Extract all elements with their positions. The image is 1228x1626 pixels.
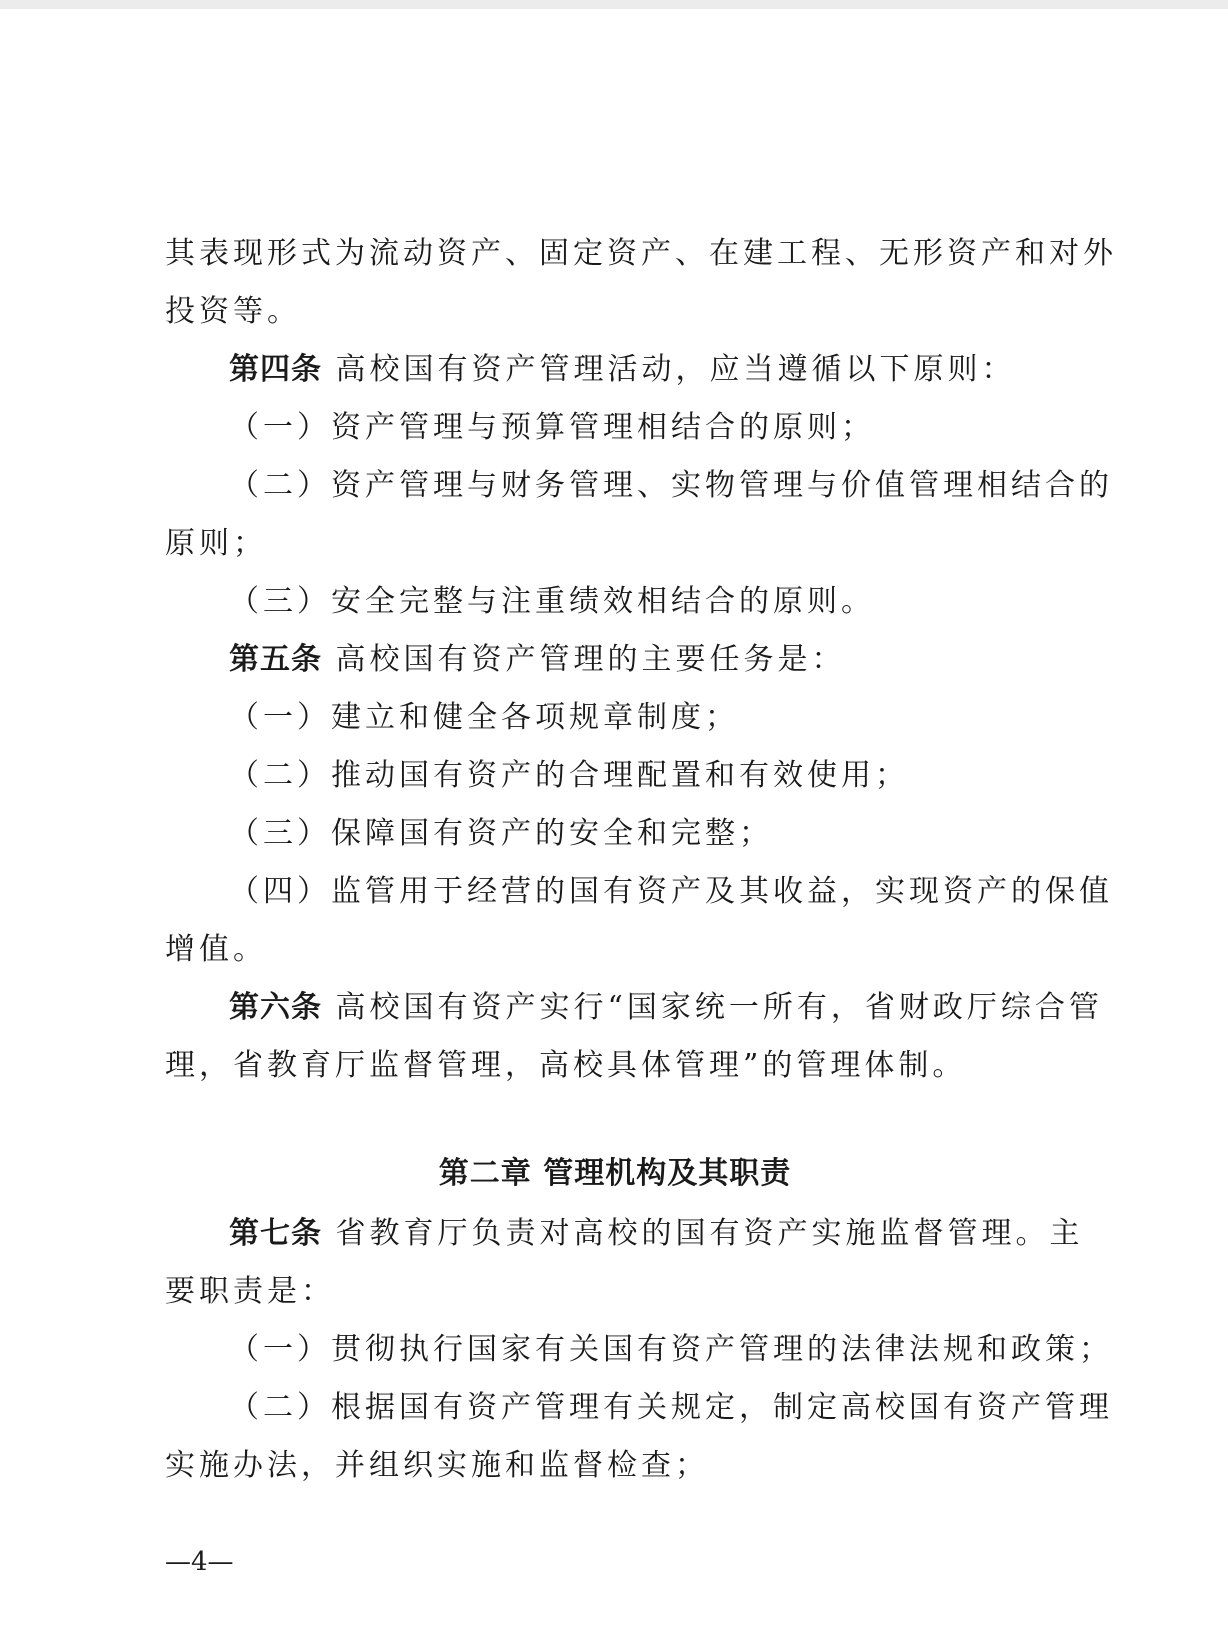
article-5 <box>165 638 1065 682</box>
list-item: （三）保障国有资产的安全和完整； <box>229 816 773 851</box>
article-text: 省教育厅负责对高校的国有资产实施监督管理。主 <box>335 1216 1084 1251</box>
article-text: 高校国有资产管理活动，应当遵循以下原则： <box>335 352 1016 387</box>
article-label: 第七条 <box>229 1216 322 1251</box>
list-item: （三）安全完整与注重绩效相结合的原则。 <box>229 584 875 619</box>
article-text: 高校国有资产实行“国家统一所有，省财政厅综合管 <box>335 990 1103 1025</box>
page-number: —4— <box>165 1547 234 1577</box>
list-item-continuation: 增值。 <box>165 932 267 967</box>
chapter-heading: 第二章 管理机构及其职责 <box>438 1156 792 1191</box>
article-label: 第四条 <box>229 352 322 387</box>
article-7 <box>165 1212 1084 1256</box>
top-edge-strip <box>0 0 1228 9</box>
article-4 <box>165 348 1065 392</box>
list-item: （一）建立和健全各项规章制度； <box>229 700 739 735</box>
article-label: 第六条 <box>229 990 322 1025</box>
paragraph-line: 要职责是： <box>165 1274 335 1309</box>
paragraph-line: 其表现形式为流动资产、固定资产、在建工程、无形资产和对外 <box>165 236 1117 271</box>
list-item: （四）监管用于经营的国有资产及其收益，实现资产的保值 <box>229 874 1113 909</box>
paragraph-line: 投资等。 <box>165 294 301 329</box>
paragraph-line: 理，省教育厅监督管理，高校具体管理”的管理体制。 <box>165 1048 967 1083</box>
list-item: （一）贯彻执行国家有关国有资产管理的法律法规和政策； <box>229 1332 1113 1367</box>
article-label: 第五条 <box>229 642 322 677</box>
article-text: 高校国有资产管理的主要任务是： <box>335 642 846 677</box>
list-item: （一）资产管理与预算管理相结合的原则； <box>229 410 875 445</box>
list-item: （二）推动国有资产的合理配置和有效使用； <box>229 758 909 793</box>
list-item-continuation: 原则； <box>165 526 267 561</box>
list-item-continuation: 实施办法，并组织实施和监督检查； <box>165 1448 709 1483</box>
article-6 <box>165 986 1103 1030</box>
list-item: （二）根据国有资产管理有关规定，制定高校国有资产管理 <box>229 1390 1113 1425</box>
list-item: （二）资产管理与财务管理、实物管理与价值管理相结合的 <box>229 468 1113 503</box>
